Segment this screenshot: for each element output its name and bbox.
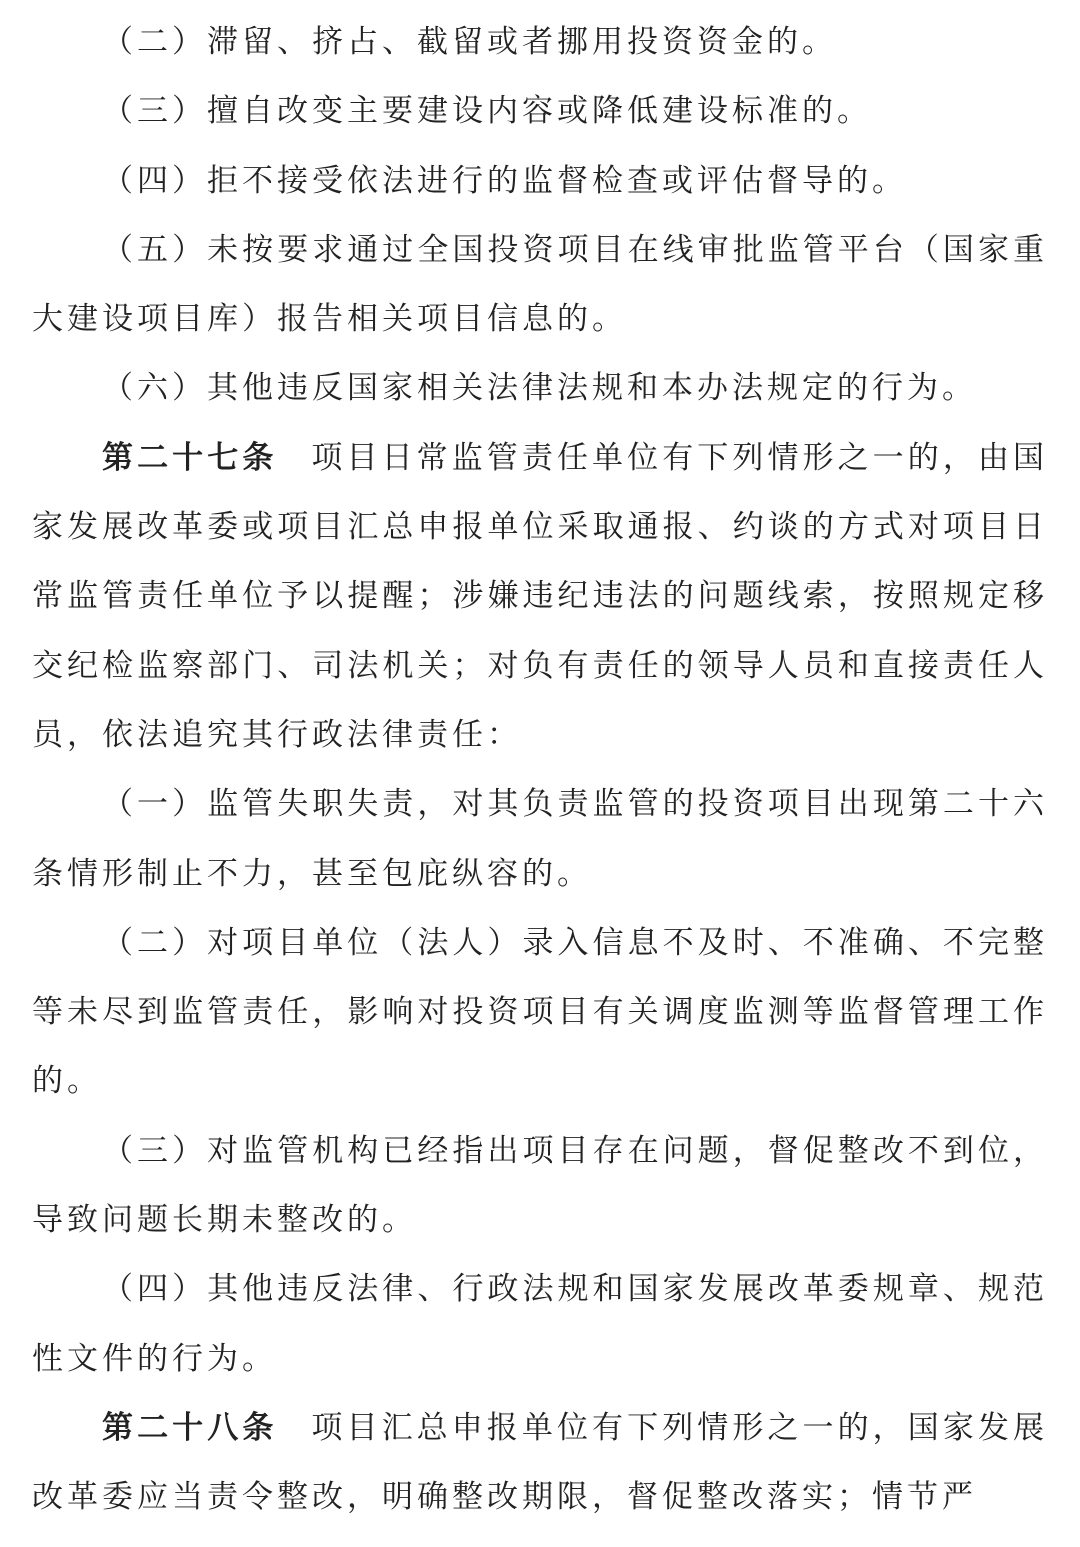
- paragraph-text: （三）擅自改变主要建设内容或降低建设标准的。: [102, 93, 872, 130]
- paragraph-text: （二）滞留、挤占、截留或者挪用投资资金的。: [102, 24, 837, 60]
- paragraph-text: （三）对监管机构已经指出项目存在问题，督促整改不到位，导致问题长期未整改的。: [32, 1132, 1048, 1239]
- paragraph-text: （六）其他违反国家相关法律法规和本办法规定的行为。: [102, 370, 977, 407]
- paragraph-item-1-negligence: [32, 770, 1048, 909]
- paragraph-item-3-change-content: [32, 77, 1048, 146]
- article-28: [32, 1394, 1048, 1533]
- paragraph-text: （四）其他违反法律、行政法规和国家发展改革委规章、规范性文件的行为。: [32, 1271, 1048, 1377]
- article-27: [32, 424, 1048, 770]
- paragraph-item-3-rectification: [32, 1117, 1048, 1256]
- article-title: 第二十八条: [102, 1409, 278, 1446]
- article-title: 第二十七条: [102, 439, 278, 476]
- paragraph-text: （五）未按要求通过全国投资项目在线审批监管平台（国家重大建设项目库）报告相关项目信息的。: [32, 231, 1048, 338]
- paragraph-item-2-detention: [32, 8, 1048, 77]
- article-text: 项目汇总申报单位有下列情形之一的，国家发展改革委应当责令整改，明确整改期限，督促整改落实；情节严: [32, 1409, 1049, 1516]
- article-text: 项目日常监管责任单位有下列情形之一的，由国家发展改革委或项目汇总申报单位采取通报、约谈的方式对项目日常监管责任单位予以提醒；涉嫌违纪违法的问题线索，按照规定移交纪检监察部门、司法机关；对负有责任的领导人员和直接责任人员，依法追究其行政法律责任：: [32, 439, 1049, 753]
- paragraph-text: （一）监管失职失责，对其负责监管的投资项目出现第二十六条情形制止不力，甚至包庇纵容的。: [32, 786, 1048, 892]
- document-page: [32, 8, 1048, 1533]
- paragraph-item-2-incomplete-info: [32, 909, 1048, 1117]
- paragraph-item-6-other-violations: [32, 354, 1048, 423]
- paragraph-item-4-refuse-inspection: [32, 147, 1048, 216]
- paragraph-text: （二）对项目单位（法人）录入信息不及时、不准确、不完整等未尽到监管责任，影响对投资项目有关调度监测等监督管理工作的。: [32, 924, 1048, 1100]
- paragraph-text: （四）拒不接受依法进行的监督检查或评估督导的。: [102, 162, 907, 199]
- paragraph-item-4-other-regulations: [32, 1255, 1048, 1394]
- paragraph-item-5-platform-report: [32, 216, 1048, 355]
